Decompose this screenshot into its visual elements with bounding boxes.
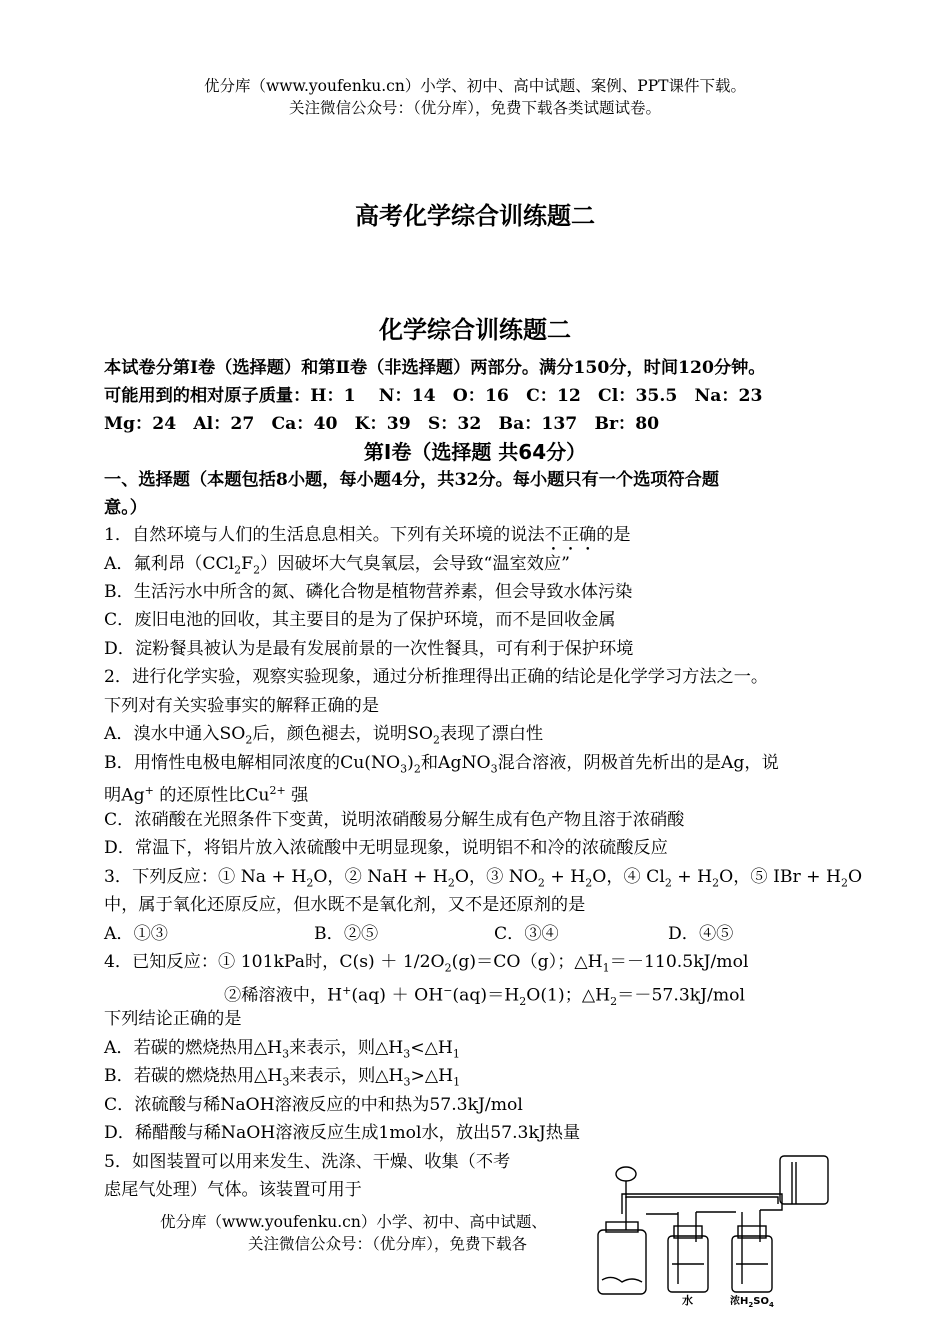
q4-reaction-2: ②稀溶液中，$H^+(aq) + OH^-(aq)=H_2O(1)$；$\triangle H_2=-57.3kJ$/mol (224, 984, 745, 1009)
generator-flask (598, 1167, 646, 1294)
label-water: 水 (682, 1294, 693, 1307)
q3-stem-2: 中，属于氧化还原反应，但水既不是氧化剂，又不是还原剂的是 (104, 895, 586, 915)
label-conc-sulfuric-acid: 浓$H_2SO_4$ (730, 1296, 774, 1308)
footer-line-2: 关注微信公众号：（优分库），免费下载各 (248, 1235, 528, 1253)
q2-option-b-2: 明Ag+ 的还原性比$Cu^{2+}$ 强 (104, 784, 309, 806)
collection-bottle (780, 1156, 828, 1204)
q1-option-c: C．废旧电池的回收，其主要目的是为了保护环境，而不是回收金属 (104, 610, 616, 630)
q4-reaction-1: 4．已知反应：① 101kPa时，$C(s) + 1/2O_2(g)=CO(g)$；$\triangle H_1=-110.5kJ$/mol (104, 952, 749, 975)
footer-line-1: 优分库（www.youfenku.cn）小学、初中、高中试题、 (160, 1213, 547, 1231)
q1-option-d: D．淀粉餐具被认为是最有发展前景的一次性餐具，可有利于保护环境 (104, 639, 634, 659)
q2-option-a: A．溴水中通入$SO_2$后，颜色褪去，说明$SO_2$表现了漂白性 (104, 724, 544, 747)
part-1-line-2: 意。） (104, 498, 147, 518)
q3-stem-1: 3．下列反应：① $Na + H_2O$，② NaH + $H_2O$，③ $NO_2 + H_2O$，④ $Cl_2 + H_2O$，⑤ IBr + $H_2O$ (104, 867, 863, 890)
section-1-title: 第Ⅰ卷（选择题 共64分） (363, 440, 587, 464)
header-line-2: 关注微信公众号：（优分库），免费下载各类试题试卷。 (288, 99, 661, 117)
intro-line-2: 可能用到的相对原子质量：H：1 N：14 O：16 C：12 Cl：35.5 Na：23 (104, 386, 763, 406)
part-1-line-1: 一、选择题（本题包括8小题，每小题4分，共32分。每小题只有一个选项符合题 (104, 470, 720, 490)
q2-option-d: D．常温下，将铝片放入浓硫酸中无明显现象，说明铝不和冷的浓硫酸反应 (104, 838, 668, 858)
q3-option-d: D．④⑤ (668, 924, 734, 944)
q1-option-a: A．氟利昂$(CCl_2F_2)$因破坏大气臭氧层，会导致“温室效应” (104, 554, 570, 577)
q2-option-c: C．浓硝酸在光照条件下变黄，说明浓硝酸易分解生成有色产物且溶于浓硝酸 (104, 810, 685, 830)
sub-title: 化学综合训练题二 (379, 316, 571, 344)
q4-stem: 下列结论正确的是 (104, 1009, 242, 1029)
main-title: 高考化学综合训练题二 (355, 202, 595, 230)
q3-option-b: B．②⑤ (314, 924, 379, 944)
gas-apparatus-figure (592, 1152, 842, 1308)
q2-stem-2: 下列对有关实验事实的解释正确的是 (104, 696, 380, 716)
q1-stem: 1．自然环境与人们的生活息息相关。下列有关环境的说法不正确的是 (104, 525, 631, 545)
q5-stem-2: 虑尾气处理）气体。该装置可用于 (104, 1180, 362, 1200)
q1-emphasis: 不正确 (544, 525, 597, 545)
q4-option-d: D．稀醋酸与稀NaOH溶液反应生成1mol水，放出57.3kJ热量 (104, 1123, 581, 1143)
q1-option-b: B．生活污水中所含的氮、磷化合物是植物营养素，但会导致水体污染 (104, 582, 633, 602)
washing-bottle-water (646, 1212, 736, 1292)
q4-option-a: A．若碳的燃烧热用$\triangle H_3$来表示，则$\triangle H_3<\triangle H_1$ (104, 1038, 460, 1061)
drying-bottle-acid (732, 1204, 782, 1292)
intro-line-1: 本试卷分第Ⅰ卷（选择题）和第Ⅱ卷（非选择题）两部分。满分150分，时间120分钟。 (104, 358, 766, 378)
q3-option-c: C．③④ (494, 924, 559, 944)
q5-stem-1: 5．如图装置可以用来发生、洗涤、干燥、收集（不考 (104, 1152, 511, 1172)
q4-option-c: C．浓硫酸与稀NaOH溶液反应的中和热为57.3kJ/mol (104, 1095, 523, 1115)
q2-stem-1: 2．进行化学实验，观察实验现象，通过分析推理得出正确的结论是化学学习方法之一。 (104, 667, 769, 687)
header-line-1: 优分库（www.youfenku.cn）小学、初中、高中试题、案例、PPT课件下载。 (203, 77, 747, 95)
q3-option-a: A．①③ (104, 924, 168, 944)
q4-option-b: B．若碳的燃烧热用$\triangle H_3$来表示，则$\triangle H_3>\triangle H_1$ (104, 1066, 461, 1089)
intro-line-3: Mg：24 Al：27 Ca：40 K：39 S：32 Ba：137 Br：80 (104, 414, 660, 434)
q2-option-b-1: B．用惰性电极电解相同浓度的$Cu(NO_3)_2$和AgNO$_3$混合溶液，阴极首先析出的是Ag，说 (104, 753, 779, 776)
